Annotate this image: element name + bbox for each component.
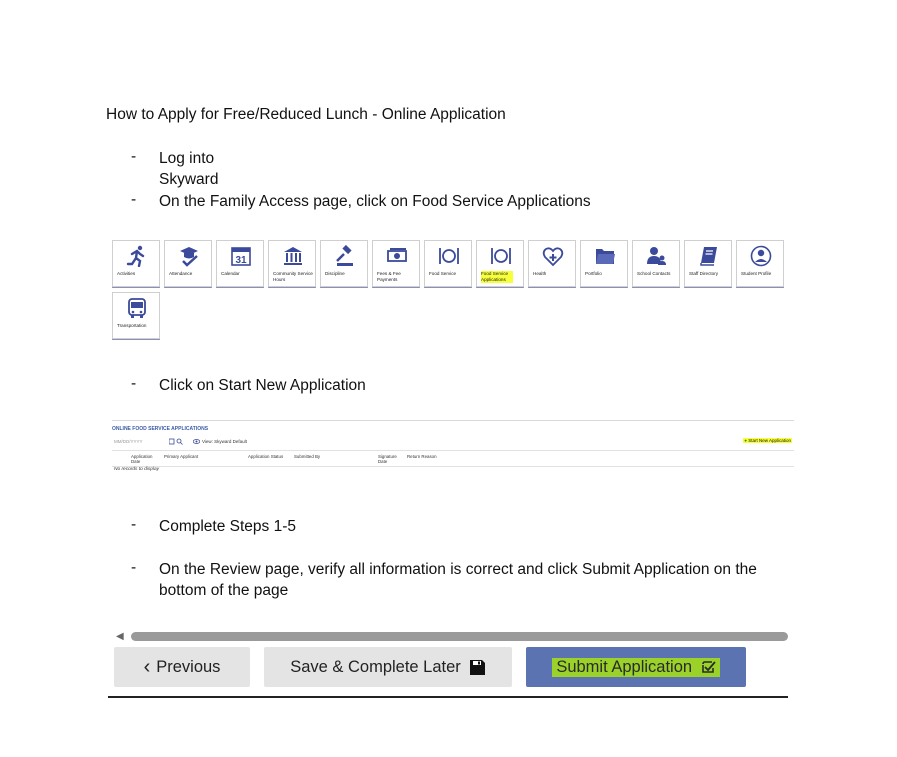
submit-highlight: Submit Application bbox=[552, 658, 719, 677]
column-signature-date[interactable]: Signature Date bbox=[378, 454, 397, 464]
gavel-icon bbox=[334, 245, 356, 267]
tile-food-service[interactable]: Food Service bbox=[424, 240, 472, 287]
scroll-left-arrow-icon[interactable]: ◀ bbox=[116, 631, 124, 642]
submit-application-button[interactable] bbox=[526, 647, 746, 687]
panel-heading: ONLINE FOOD SERVICE APPLICATIONS bbox=[112, 426, 209, 432]
calendar-search-icon[interactable] bbox=[169, 438, 183, 445]
save-disk-icon bbox=[469, 659, 486, 676]
eye-icon bbox=[193, 439, 200, 444]
step-text: Complete Steps 1-5 bbox=[159, 518, 296, 535]
calendar-icon bbox=[230, 245, 252, 267]
check-box-icon bbox=[701, 660, 716, 674]
tile-calendar[interactable]: 31 Calendar bbox=[216, 240, 264, 287]
save-complete-later-button[interactable]: Save & Complete Later bbox=[264, 647, 512, 687]
page-title: How to Apply for Free/Reduced Lunch - Online Application bbox=[106, 106, 506, 123]
tile-food-service-applications[interactable]: Food Service Applications bbox=[476, 240, 524, 287]
step-text: Click on Start New Application bbox=[159, 377, 366, 394]
step-text: On the Family Access page, click on Food Service Applications bbox=[159, 193, 591, 210]
money-icon bbox=[386, 245, 408, 267]
plate-icon bbox=[438, 245, 460, 267]
previous-button[interactable]: ‹ Previous bbox=[114, 647, 250, 687]
runner-icon bbox=[126, 245, 148, 267]
chevron-left-icon: ‹ bbox=[143, 655, 151, 678]
step-text: Log into Skyward bbox=[159, 150, 219, 188]
plate-icon bbox=[490, 245, 512, 267]
tile-portfolio[interactable]: Portfolio bbox=[580, 240, 628, 287]
tile-school-contacts[interactable]: School Contacts bbox=[632, 240, 680, 287]
column-application-date[interactable]: Application Date bbox=[131, 454, 153, 464]
tile-health[interactable]: Health bbox=[528, 240, 576, 287]
bank-icon bbox=[282, 245, 304, 267]
tile-transportation[interactable]: Transportation bbox=[112, 292, 160, 339]
column-application-status[interactable]: Application Status bbox=[248, 454, 284, 459]
tile-attendance[interactable]: Attendance bbox=[164, 240, 212, 287]
tile-community-service[interactable]: Community Service Hours bbox=[268, 240, 316, 287]
contacts-icon bbox=[646, 245, 668, 267]
step-text: On the Review page, verify all information is correct and click Submit Application on the bottom of the page bbox=[159, 561, 757, 599]
table-header bbox=[112, 450, 794, 467]
calendar-day-number: 31 bbox=[235, 255, 247, 266]
column-return-reason[interactable]: Return Reason bbox=[407, 454, 437, 459]
tile-fees[interactable]: Fees & Fee Payments bbox=[372, 240, 420, 287]
graduation-check-icon bbox=[178, 245, 200, 267]
horizontal-scrollbar[interactable] bbox=[131, 632, 788, 641]
tile-staff-directory[interactable]: Staff Directory bbox=[684, 240, 732, 287]
plus-icon: ● bbox=[744, 438, 747, 443]
tile-discipline[interactable]: Discipline bbox=[320, 240, 368, 287]
book-icon bbox=[698, 245, 720, 267]
empty-table-message: No records to display bbox=[114, 467, 160, 472]
divider bbox=[108, 696, 788, 698]
view-selector[interactable]: View: Skyward Default bbox=[202, 439, 247, 444]
column-primary-applicant[interactable]: Primary Applicant bbox=[164, 454, 199, 459]
date-filter-input[interactable]: MM/DD/YYYY bbox=[114, 439, 143, 444]
start-new-application-button[interactable]: ● Start New Application bbox=[744, 438, 791, 443]
column-submitted-by[interactable]: Submitted By bbox=[294, 454, 321, 459]
tile-activities[interactable]: Activities bbox=[112, 240, 160, 287]
folder-icon bbox=[594, 245, 616, 267]
profile-icon bbox=[750, 245, 772, 267]
bus-icon bbox=[126, 297, 148, 319]
tile-student-profile[interactable]: Student Profile bbox=[736, 240, 784, 287]
food-service-applications-panel bbox=[112, 420, 794, 477]
heart-plus-icon bbox=[542, 245, 564, 267]
